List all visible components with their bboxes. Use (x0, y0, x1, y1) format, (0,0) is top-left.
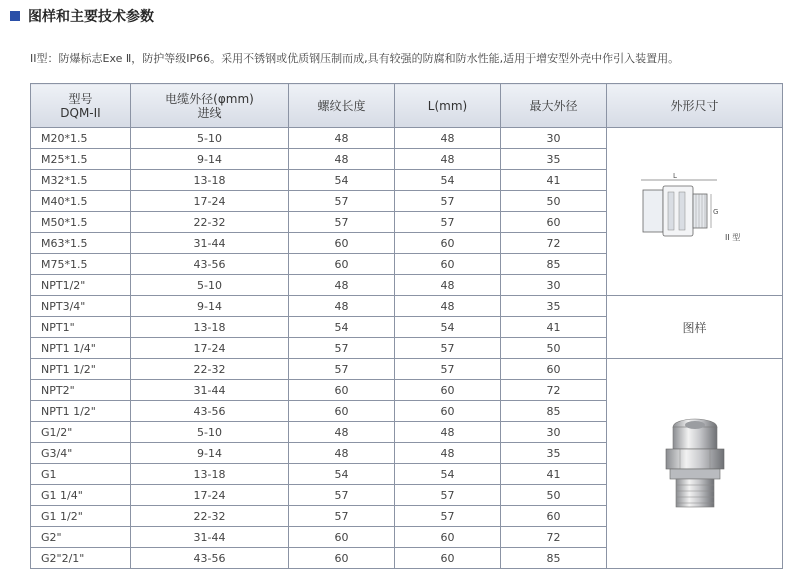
cell-cable: 31-44 (131, 380, 289, 401)
cell-length: 57 (395, 485, 501, 506)
cell-cable: 22-32 (131, 212, 289, 233)
shape-drawing-cell (607, 128, 783, 296)
cell-thread: 54 (289, 170, 395, 191)
cell-model: M20*1.5 (31, 128, 131, 149)
table-row (31, 359, 783, 380)
cell-model: M63*1.5 (31, 233, 131, 254)
cell-outer: 85 (501, 401, 607, 422)
cell-thread: 60 (289, 527, 395, 548)
cell-model: NPT3/4" (31, 296, 131, 317)
cell-model: G1 (31, 464, 131, 485)
cell-cable: 43-56 (131, 401, 289, 422)
cell-length: 60 (395, 548, 501, 569)
table-header-row (31, 84, 783, 128)
cell-length: 60 (395, 401, 501, 422)
cell-outer: 50 (501, 338, 607, 359)
cell-cable: 5-10 (131, 128, 289, 149)
cell-thread: 57 (289, 506, 395, 527)
header-cable-line1: 电缆外径(φmm) (165, 91, 254, 106)
cell-thread: 48 (289, 422, 395, 443)
drawing-type-label: II 型 (724, 232, 740, 242)
cell-length: 54 (395, 464, 501, 485)
cell-length: 48 (395, 128, 501, 149)
cell-thread: 60 (289, 380, 395, 401)
cell-thread: 48 (289, 296, 395, 317)
cell-model: NPT2" (31, 380, 131, 401)
header-model (31, 84, 131, 128)
cell-cable: 31-44 (131, 233, 289, 254)
gland-photo-icon (650, 409, 740, 519)
spec-table (30, 83, 783, 569)
cell-length: 48 (395, 275, 501, 296)
cell-length: 57 (395, 359, 501, 380)
cell-outer: 60 (501, 212, 607, 233)
cell-length: 48 (395, 422, 501, 443)
cell-outer: 41 (501, 170, 607, 191)
cell-outer: 30 (501, 128, 607, 149)
header-length: L(mm) (395, 84, 501, 128)
cell-thread: 60 (289, 233, 395, 254)
cell-model: M32*1.5 (31, 170, 131, 191)
cell-outer: 35 (501, 443, 607, 464)
cell-outer: 85 (501, 548, 607, 569)
cell-outer: 41 (501, 464, 607, 485)
cell-length: 60 (395, 380, 501, 401)
cell-cable: 17-24 (131, 338, 289, 359)
cell-model: G2"2/1" (31, 548, 131, 569)
cell-outer: 41 (501, 317, 607, 338)
header-cable-diameter (131, 84, 289, 128)
product-description: II型：防爆标志Exe Ⅱ，防护等级IP66。采用不锈钢或优质钢压制而成,具有较强的防腐和防水性能,适用于增安型外壳中作引入装置用。 (30, 52, 680, 65)
cell-cable: 5-10 (131, 422, 289, 443)
cell-outer: 72 (501, 527, 607, 548)
shape-label-cell: 图样 (607, 296, 783, 359)
cell-length: 57 (395, 191, 501, 212)
cell-length: 57 (395, 506, 501, 527)
cell-thread: 57 (289, 359, 395, 380)
drawing-g-label: G (712, 207, 718, 216)
heading-square-icon (10, 11, 20, 21)
cell-cable: 22-32 (131, 359, 289, 380)
cell-thread: 54 (289, 317, 395, 338)
cell-cable: 17-24 (131, 485, 289, 506)
cell-model: NPT1 1/2" (31, 401, 131, 422)
header-model-line2: DQM-II (60, 105, 101, 120)
cell-thread: 48 (289, 149, 395, 170)
cell-thread: 57 (289, 485, 395, 506)
cell-length: 54 (395, 317, 501, 338)
cell-thread: 48 (289, 275, 395, 296)
cell-outer: 85 (501, 254, 607, 275)
cell-length: 60 (395, 233, 501, 254)
cell-model: M75*1.5 (31, 254, 131, 275)
cell-outer: 30 (501, 275, 607, 296)
cell-outer: 30 (501, 422, 607, 443)
drawing-dim-label: L (672, 171, 677, 180)
header-model-line1: 型号 (68, 91, 93, 106)
header-thread-length: 螺纹长度 (289, 84, 395, 128)
cell-length: 60 (395, 254, 501, 275)
cell-thread: 54 (289, 464, 395, 485)
cell-model: NPT1 1/2" (31, 359, 131, 380)
cell-length: 60 (395, 527, 501, 548)
cell-outer: 50 (501, 191, 607, 212)
cell-cable: 13-18 (131, 317, 289, 338)
cell-model: G1 1/2" (31, 506, 131, 527)
cell-outer: 60 (501, 506, 607, 527)
cell-model: M50*1.5 (31, 212, 131, 233)
cell-outer: 72 (501, 380, 607, 401)
cell-outer: 72 (501, 233, 607, 254)
cell-cable: 9-14 (131, 296, 289, 317)
cell-outer: 35 (501, 149, 607, 170)
cell-thread: 48 (289, 443, 395, 464)
cell-model: G3/4" (31, 443, 131, 464)
cell-length: 54 (395, 170, 501, 191)
cell-cable: 43-56 (131, 548, 289, 569)
table-body (31, 128, 783, 569)
header-shape-size: 外形尺寸 (607, 84, 783, 128)
cell-length: 48 (395, 296, 501, 317)
cell-thread: 60 (289, 548, 395, 569)
cell-thread: 57 (289, 191, 395, 212)
cell-thread: 48 (289, 128, 395, 149)
table-row (31, 296, 783, 317)
header-max-outer-diameter: 最大外径 (501, 84, 607, 128)
cell-cable: 22-32 (131, 506, 289, 527)
cell-cable: 5-10 (131, 275, 289, 296)
cell-cable: 31-44 (131, 527, 289, 548)
cell-outer: 35 (501, 296, 607, 317)
cell-cable: 17-24 (131, 191, 289, 212)
cell-outer: 50 (501, 485, 607, 506)
cell-thread: 60 (289, 254, 395, 275)
cell-model: G1 1/4" (31, 485, 131, 506)
cell-model: G2" (31, 527, 131, 548)
table-row (31, 128, 783, 149)
cell-cable: 9-14 (131, 443, 289, 464)
cell-model: NPT1 1/4" (31, 338, 131, 359)
cell-model: NPT1" (31, 317, 131, 338)
cell-cable: 9-14 (131, 149, 289, 170)
cell-length: 48 (395, 149, 501, 170)
cell-cable: 13-18 (131, 464, 289, 485)
cell-model: M25*1.5 (31, 149, 131, 170)
section-title: 图样和主要技术参数 (28, 9, 154, 25)
gland-drawing-icon (635, 172, 755, 252)
cell-length: 57 (395, 212, 501, 233)
cell-outer: 60 (501, 359, 607, 380)
section-heading (10, 6, 154, 26)
cell-model: M40*1.5 (31, 191, 131, 212)
cell-cable: 43-56 (131, 254, 289, 275)
cell-model: NPT1/2" (31, 275, 131, 296)
cell-length: 57 (395, 338, 501, 359)
cell-thread: 60 (289, 401, 395, 422)
cell-cable: 13-18 (131, 170, 289, 191)
cell-model: G1/2" (31, 422, 131, 443)
header-cable-line2: 进线 (197, 105, 222, 120)
shape-photo-cell (607, 359, 783, 569)
cell-thread: 57 (289, 212, 395, 233)
cell-thread: 57 (289, 338, 395, 359)
cell-length: 48 (395, 443, 501, 464)
